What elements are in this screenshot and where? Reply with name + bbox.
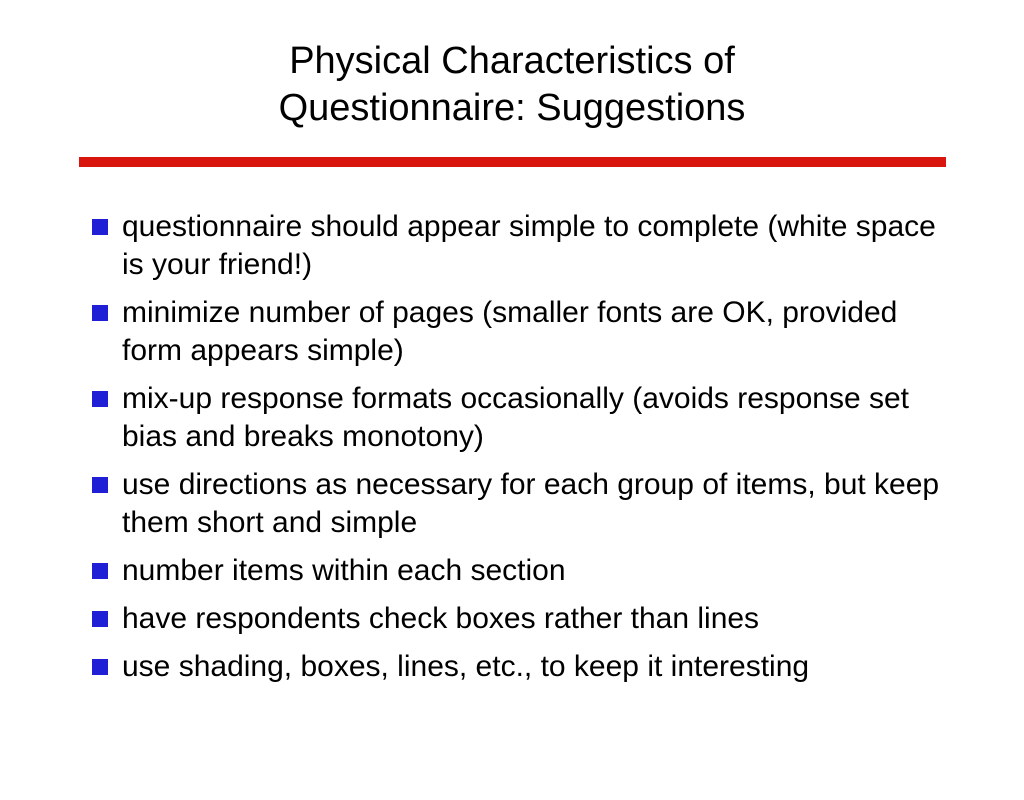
slide-title-line-2: Questionnaire: Suggestions [278, 87, 746, 129]
bullet-item [0, 648, 1024, 686]
square-bullet-icon [92, 391, 108, 407]
bullet-item [0, 600, 1024, 638]
slide-title [0, 38, 1024, 132]
title-divider-rule [79, 157, 946, 167]
bullet-item [0, 294, 1024, 370]
square-bullet-icon [92, 219, 108, 235]
bullet-item [0, 466, 1024, 542]
square-bullet-icon [92, 477, 108, 493]
bullet-text: use shading, boxes, lines, etc., to keep it interesting [122, 650, 810, 683]
square-bullet-icon [92, 659, 108, 675]
bullet-item [0, 552, 1024, 590]
bullet-text: have respondents check boxes rather than lines [122, 602, 760, 635]
bullet-text: questionnaire should appear simple to complete (white space is your friend!) [122, 210, 936, 281]
bullet-item [0, 380, 1024, 456]
bullet-text: use directions as necessary for each group of items, but keep them short and simple [122, 468, 940, 539]
bullet-text: number items within each section [122, 554, 566, 587]
square-bullet-icon [92, 611, 108, 627]
square-bullet-icon [92, 305, 108, 321]
bullet-text: minimize number of pages (smaller fonts are OK, provided form appears simple) [122, 296, 898, 367]
slide-title-line-1: Physical Characteristics of [289, 40, 735, 82]
bullet-list [0, 208, 1024, 696]
bullet-text: mix-up response formats occasionally (avoids response set bias and breaks monotony) [122, 382, 910, 453]
bullet-item [0, 208, 1024, 284]
square-bullet-icon [92, 563, 108, 579]
